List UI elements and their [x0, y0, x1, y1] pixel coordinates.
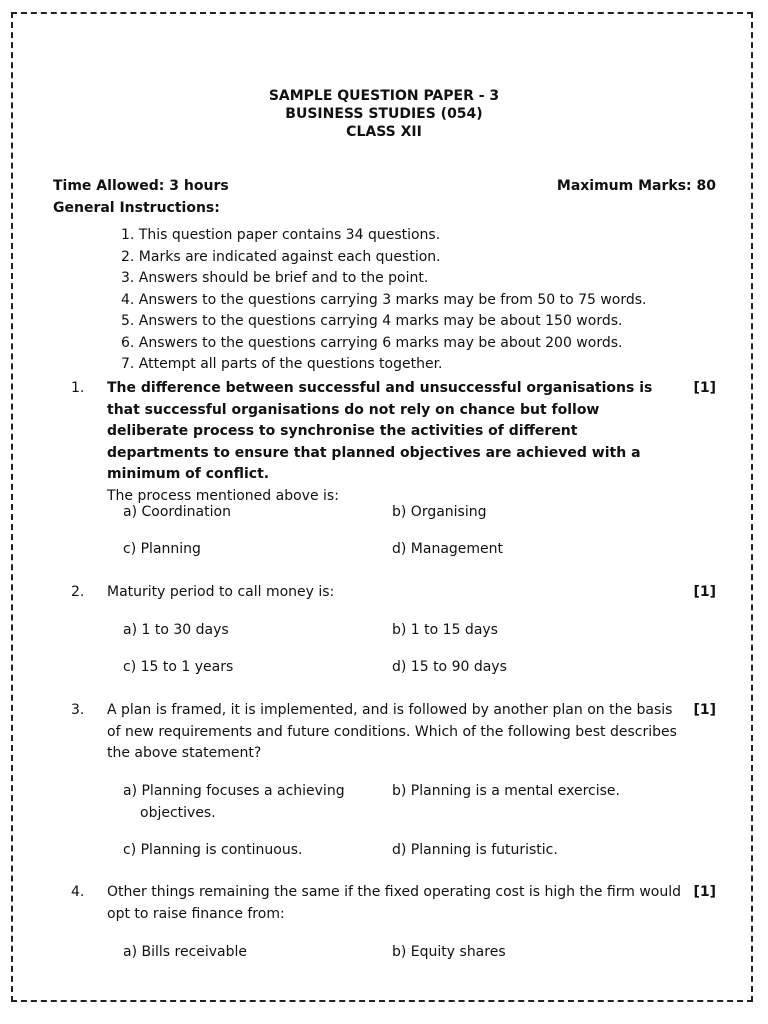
time-allowed: Time Allowed: 3 hours — [53, 178, 229, 194]
option-a: a) Coordination — [123, 504, 231, 520]
question-text — [107, 378, 681, 507]
option-b: b) 1 to 15 days — [392, 622, 498, 638]
instruction-item: 2. Marks are indicated against each question. — [121, 248, 441, 265]
option-d: d) Management — [392, 541, 504, 557]
question-number: 4. — [71, 884, 85, 900]
question-marks: [1] — [693, 380, 716, 396]
question-text: Other things remaining the same if the fixed operating cost is high the firm would opt to raise finance from: — [107, 884, 682, 922]
question-prompt: The process mentioned above is: — [107, 487, 339, 504]
question-marks: [1] — [693, 584, 716, 600]
option-c: c) Planning is continuous. — [123, 842, 303, 858]
option-a — [123, 781, 363, 824]
option-b: b) Organising — [392, 504, 487, 520]
instruction-item: 1. This question paper contains 34 questions. — [121, 227, 441, 243]
class-title: CLASS XII — [346, 124, 422, 140]
instructions-list — [121, 225, 647, 376]
subject-title: BUSINESS STUDIES (054) — [285, 106, 483, 122]
question-text: A plan is framed, it is implemented, and is followed by another plan on the basis of new requirements and future conditions. Which of the following best describes the above statement? — [107, 702, 677, 761]
option-b: b) Planning is a mental exercise. — [392, 783, 620, 799]
question-text: Maturity period to call money is: — [107, 584, 335, 600]
question-number: 1. — [71, 380, 85, 396]
question-marks: [1] — [693, 702, 716, 718]
question-marks: [1] — [693, 884, 716, 900]
instruction-item: 4. Answers to the questions carrying 3 marks may be from 50 to 75 words. — [121, 291, 647, 308]
option-a: a) 1 to 30 days — [123, 622, 229, 638]
question-bold-text: The difference between successful and unsuccessful organisations is that successful organisations do not rely on chance but follow deliberate process to synchronise the activities of different departments to ensure that planned objectives are achieved with a minimum of conflict. — [107, 380, 653, 482]
instruction-item: 7. Attempt all parts of the questions together. — [121, 356, 443, 372]
maximum-marks: Maximum Marks: 80 — [556, 178, 716, 194]
question-number: 2. — [71, 584, 85, 600]
instructions-title: General Instructions: — [53, 200, 220, 216]
option-d: d) Planning is futuristic. — [392, 842, 558, 858]
instruction-item: 6. Answers to the questions carrying 6 marks may be about 200 words. — [121, 334, 623, 351]
paper-title: SAMPLE QUESTION PAPER - 3 — [268, 88, 500, 104]
option-a-line1: a) Planning focuses a achieving — [123, 783, 345, 799]
option-b: b) Equity shares — [392, 944, 506, 960]
option-d: d) 15 to 90 days — [392, 659, 507, 675]
option-a-line2: objectives. — [140, 804, 216, 821]
paper-header — [0, 87, 768, 141]
instruction-item: 5. Answers to the questions carrying 4 marks may be about 150 words. — [121, 313, 623, 329]
option-a: a) Bills receivable — [123, 944, 248, 960]
option-c: c) 15 to 1 years — [123, 659, 234, 675]
question-number: 3. — [71, 702, 85, 718]
instruction-item: 3. Answers should be brief and to the point. — [121, 270, 429, 286]
option-c: c) Planning — [123, 541, 201, 557]
